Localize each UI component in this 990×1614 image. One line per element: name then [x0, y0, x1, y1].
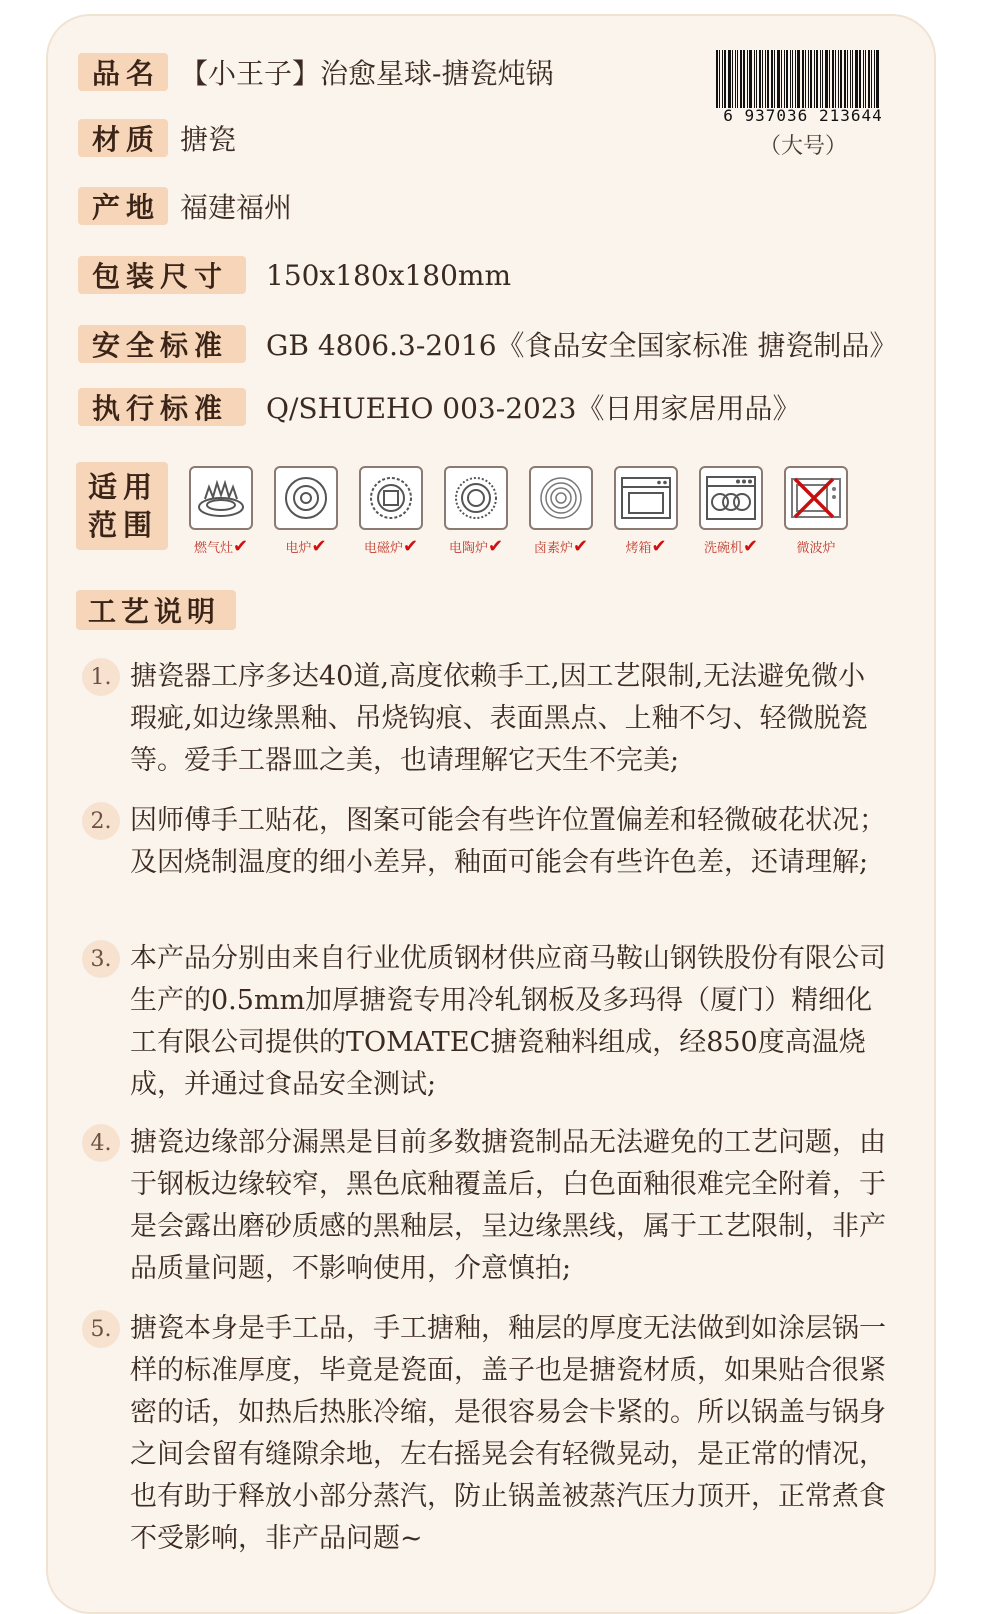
barcode-bar — [871, 50, 872, 108]
barcode-bar — [820, 50, 821, 108]
barcode-bar — [829, 50, 830, 108]
electric-stove-icon — [274, 466, 338, 530]
barcode-bar — [754, 50, 755, 108]
product-name-value: 【小王子】治愈星球-搪瓷炖锅 — [180, 57, 554, 90]
barcode-bar — [855, 50, 858, 108]
barcode-bars — [716, 50, 890, 108]
barcode — [716, 50, 890, 160]
item-number: 4. — [82, 1124, 120, 1162]
list-item — [82, 938, 892, 1106]
barcode-bar — [795, 50, 796, 108]
barcode-number: 6 937036 213644 — [723, 106, 883, 125]
item-number: 3. — [82, 940, 120, 978]
barcode-bar — [868, 50, 870, 108]
craft-title: 工艺说明 — [76, 590, 236, 630]
barcode-bar — [808, 50, 809, 108]
item-text: 搪瓷器工序多达40道,高度依赖手工,因工艺限制,无法避免微小瑕疵,如边缘黑釉、吊烧钩痕、表面黑点、上釉不匀、轻微脱瓷等。爱手工器皿之美，也请理解它天生不完美; — [130, 661, 868, 776]
barcode-bar — [814, 50, 815, 108]
barcode-bar — [840, 50, 842, 108]
exec-standard-value: Q/SHUEHO 003-2023《日用家居用品》 — [266, 392, 801, 425]
safety-standard-label: 安全标准 — [78, 325, 246, 363]
list-item — [82, 1308, 892, 1560]
barcode-bar — [852, 50, 853, 108]
item-number: 2. — [82, 802, 120, 840]
appliance-microwave — [783, 466, 849, 557]
size-note: （大号） — [758, 134, 847, 159]
barcode-bar — [740, 50, 742, 108]
exec-standard-label: 执行标准 — [78, 388, 246, 426]
barcode-bar — [832, 50, 834, 108]
origin-label: 产地 — [78, 187, 168, 225]
barcode-bar — [771, 50, 773, 108]
origin-row — [78, 186, 292, 226]
appliance-label: 洗碗机 — [703, 541, 743, 556]
barcode-bar — [716, 50, 718, 108]
barcode-bar — [767, 50, 769, 108]
origin-value: 福建福州 — [180, 191, 293, 224]
list-item — [82, 656, 892, 782]
check-icon: ✔ — [311, 536, 327, 557]
barcode-bar — [850, 50, 851, 108]
product-name-label: 品名 — [78, 53, 168, 91]
appliance-label: 电陶炉 — [448, 541, 488, 556]
barcode-bar — [835, 50, 836, 108]
item-text: 因师傅手工贴花，图案可能会有些许位置偏差和轻微破花状况；及因烧制温度的细小差异，釉面可能会有些许色差，还请理解; — [130, 805, 886, 878]
gas-stove-icon — [189, 466, 253, 530]
size-label: 包装尺寸 — [78, 256, 246, 294]
barcode-bar — [719, 50, 720, 108]
barcode-bar — [735, 50, 736, 108]
barcode-bar — [724, 50, 726, 108]
barcode-bar — [765, 50, 766, 108]
list-item — [82, 1122, 892, 1290]
appliance-gas-stove — [188, 466, 254, 557]
product-name-row — [78, 52, 553, 92]
barcode-bar — [816, 50, 818, 108]
check-icon: ✔ — [487, 536, 504, 557]
induction-cooker-icon — [359, 466, 423, 530]
barcode-bar — [790, 50, 791, 108]
appliance-oven — [613, 466, 679, 557]
barcode-bar — [732, 50, 733, 108]
exec-standard-row — [78, 387, 800, 427]
appliance-label: 卤素炉 — [533, 541, 573, 556]
barcode-bar — [781, 50, 782, 108]
check-icon: ✔ — [232, 536, 249, 557]
material-value: 搪瓷 — [180, 123, 237, 156]
barcode-bar — [737, 50, 738, 108]
safety-standard-value: GB 4806.3-2016《食品安全国家标准 搪瓷制品》 — [266, 329, 898, 362]
check-icon: ✔ — [402, 536, 419, 557]
barcode-bar — [784, 50, 785, 108]
barcode-bar — [810, 50, 812, 108]
barcode-bar — [747, 50, 748, 108]
barcode-bar — [797, 50, 800, 108]
material-label: 材质 — [78, 119, 168, 157]
barcode-bar — [876, 50, 879, 108]
barcode-bar — [759, 50, 761, 108]
barcode-bar — [774, 50, 775, 108]
item-text: 搪瓷本身是手工品，手工搪釉，釉层的厚度无法做到如涂层锅一样的标准厚度，毕竟是瓷面，盖子也是搪瓷材质，如果贴合很紧密的话，如热后热胀冷缩，是很容易会卡紧的。所以锅盖与锅身之间会留有缝隙余地，左右摇晃会有轻微晃动，是正常的情况，也有助于释放小部分蒸汽，防止锅盖被蒸汽压力顶开，正常煮食不受影响，非产品问题~ — [130, 1313, 886, 1554]
barcode-bar — [805, 50, 806, 108]
appliance-electric-stove — [273, 466, 339, 557]
safety-standard-row — [78, 324, 897, 364]
appliance-label: 微波炉 — [796, 541, 836, 556]
oven-icon — [614, 466, 678, 530]
barcode-bar — [728, 50, 731, 108]
check-icon: ✔ — [572, 536, 589, 557]
halogen-stove-icon — [529, 466, 593, 530]
barcode-bar — [762, 50, 763, 108]
barcode-bar — [844, 50, 846, 108]
appliance-halogen — [528, 466, 594, 557]
barcode-bar — [743, 50, 745, 108]
scope-label: 适用范围 — [76, 462, 168, 550]
barcode-bar — [865, 50, 866, 108]
size-value: 150x180x180mm — [266, 258, 512, 292]
appliance-label: 烤箱 — [625, 541, 652, 556]
barcode-bar — [847, 50, 848, 108]
ceramic-stove-icon — [444, 466, 508, 530]
list-item — [82, 800, 892, 884]
appliance-dishwasher — [698, 466, 764, 557]
item-number: 1. — [82, 658, 120, 696]
barcode-bar — [792, 50, 793, 108]
barcode-bar — [859, 50, 861, 108]
item-text: 本产品分别由来自行业优质钢材供应商马鞍山钢铁股份有限公司生产的0.5mm加厚搪瓷专用冷轧钢板及多玛得（厦门）精细化工有限公司提供的TOMATEC搪瓷釉料组成，经850度高温烧成，并通过食品安全测试; — [130, 943, 886, 1100]
barcode-bar — [777, 50, 780, 108]
item-text: 搪瓷边缘部分漏黑是目前多数搪瓷制品无法避免的工艺问题，由于钢板边缘较窄，黑色底釉覆盖后，白色面釉很难完全附着，于是会露出磨砂质感的黑釉层，呈边缘黑线，属于工艺限制，非产品质量问题，不影响使用，介意慎拍; — [130, 1127, 886, 1284]
barcode-bar — [786, 50, 788, 108]
barcode-bar — [756, 50, 757, 108]
barcode-bar — [822, 50, 823, 108]
barcode-bar — [838, 50, 839, 108]
appliance-ceramic — [443, 466, 509, 557]
appliance-induction — [358, 466, 424, 557]
barcode-bar — [722, 50, 723, 108]
check-icon: ✔ — [651, 536, 667, 557]
size-row — [78, 255, 511, 295]
dishwasher-icon — [699, 466, 763, 530]
microwave-crossed-icon — [784, 466, 848, 530]
barcode-bar — [874, 50, 875, 108]
barcode-bar — [802, 50, 804, 108]
item-number: 5. — [82, 1310, 120, 1348]
appliance-label: 电炉 — [285, 541, 312, 556]
barcode-bar — [825, 50, 828, 108]
check-icon: ✔ — [742, 536, 759, 557]
appliance-label: 电磁炉 — [363, 541, 403, 556]
material-row — [78, 118, 236, 158]
barcode-bar — [749, 50, 752, 108]
appliance-label: 燃气灶 — [193, 541, 233, 556]
barcode-bar — [863, 50, 864, 108]
